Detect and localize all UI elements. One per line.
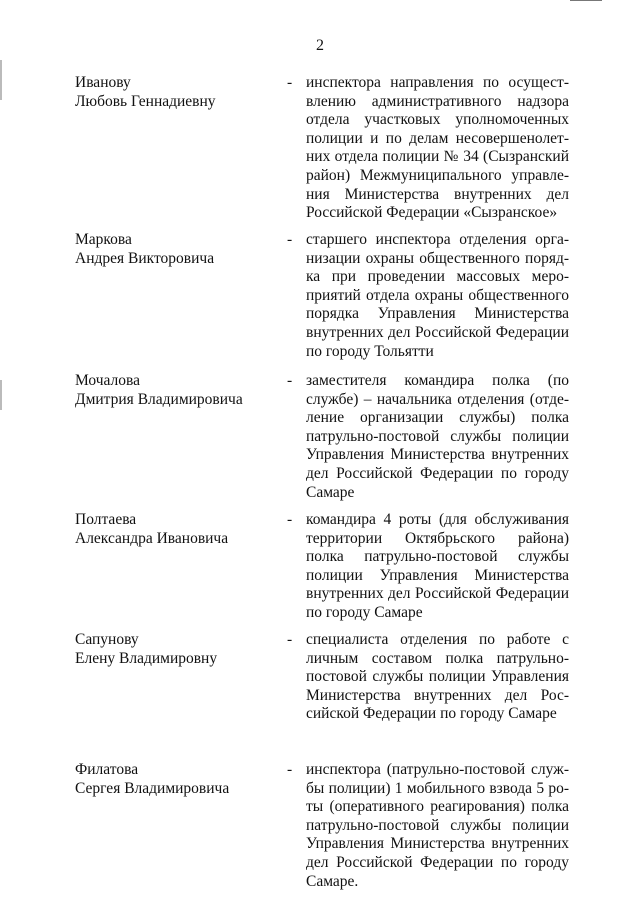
description-line: по городу Тольятти [306, 342, 434, 360]
description-line: инспектора (патрульно-постовой служ- [306, 761, 569, 778]
person-given-names: Любовь Геннадиевну [75, 92, 216, 110]
person-name [75, 231, 275, 268]
description-line: инспектора направления по осущест- [306, 74, 569, 91]
person-surname: Сапунову [75, 631, 139, 648]
dash-separator: - [287, 74, 293, 91]
description-line: отдела участковых уполномоченных [306, 111, 569, 129]
person-surname: Иванову [75, 74, 131, 91]
person-name [75, 74, 275, 111]
description-line: территории Октябрьского района) [306, 529, 569, 547]
description-line: бы полиции) 1 мобильного взвода 5 ро- [306, 779, 569, 797]
description-line: район) Межмуниципального управле- [306, 166, 569, 184]
description-line: службе) – начальника отделения (отде- [306, 390, 569, 408]
description-line: по городу Самаре [306, 603, 423, 621]
scan-artifact-line [570, 0, 602, 1]
person-given-names: Андрея Викторовича [75, 249, 215, 267]
person-given-names: Сергея Владимировича [75, 779, 230, 797]
person-surname: Полтаева [75, 511, 137, 528]
description-line: дел Российской Федерации по городу [306, 853, 569, 871]
position-description [306, 231, 569, 361]
person-surname: Мочалова [75, 372, 141, 389]
person-given-names: Дмитрия Владимировича [75, 390, 243, 408]
description-line: них отдела полиции № 34 (Сызранский [306, 148, 569, 166]
description-line: патрульно-постовой службы полиции [306, 816, 569, 834]
person-given-names: Александра Ивановича [75, 529, 229, 547]
description-line: Российской Федерации «Сызранское» [306, 204, 558, 222]
dash-separator: - [287, 231, 293, 248]
dash-separator: - [287, 631, 293, 648]
position-description [306, 761, 569, 891]
description-line: ление организации службы) полка [306, 409, 569, 427]
description-line: Самаре. [306, 872, 359, 890]
person-name [75, 511, 275, 548]
description-line: заместителя командира полка (по [306, 372, 569, 389]
description-line: специалиста отделения по работе с [306, 631, 569, 648]
position-description [306, 631, 569, 724]
description-line: полиции и по делам несовершенолет- [306, 129, 569, 147]
description-line: порядка Управления Министерства [306, 305, 569, 323]
description-line: влению административного надзора [306, 92, 569, 110]
position-description [306, 372, 569, 502]
dash-separator: - [287, 511, 293, 528]
description-line: личным составом полка патрульно- [306, 649, 569, 667]
page-number: 2 [316, 37, 324, 54]
description-line: ты (оперативного реагирования) полка [306, 798, 569, 816]
description-line: внутренних дел Российской Федерации [306, 585, 569, 603]
position-description [306, 511, 569, 623]
person-name [75, 372, 275, 409]
description-line: патрульно-постовой службы полиции [306, 427, 569, 445]
person-given-names: Елену Владимировну [75, 649, 218, 667]
person-name [75, 761, 275, 798]
description-line: полка патрульно-постовой службы [306, 548, 569, 566]
description-line: полиции Управления Министерства [306, 566, 569, 584]
dash-separator: - [287, 372, 293, 389]
person-surname: Маркова [75, 231, 132, 248]
scan-edge-mark [0, 380, 2, 410]
scan-edge-mark [0, 60, 2, 100]
description-line: Министерства внутренних дел Рос- [306, 686, 569, 704]
description-line: внутренних дел Российской Федерации [306, 323, 569, 341]
description-line: Самаре [306, 483, 355, 501]
description-line: Управления Министерства внутренних [306, 446, 569, 464]
description-line: ка при проведении массовых меро- [306, 268, 569, 286]
description-line: старшего инспектора отделения орга- [306, 231, 569, 248]
position-description [306, 74, 569, 223]
description-line: низации охраны общественного поряд- [306, 249, 569, 267]
description-line: Управления Министерства внутренних [306, 835, 569, 853]
description-line: постовой службы полиции Управления [306, 668, 569, 686]
description-line: ния Министерства внутренних дел [306, 185, 569, 203]
description-line: сийской Федерации по городу Самаре [306, 705, 557, 723]
dash-separator: - [287, 761, 293, 778]
description-line: командира 4 роты (для обслуживания [306, 511, 569, 528]
description-line: приятий отдела охраны общественного [306, 286, 569, 304]
person-name [75, 631, 275, 668]
description-line: дел Российской Федерации по городу [306, 464, 569, 482]
person-surname: Филатова [75, 761, 139, 778]
